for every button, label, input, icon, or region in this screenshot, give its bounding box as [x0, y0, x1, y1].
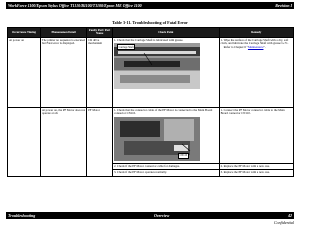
remedy-reference: Refer to Chapter 6 “Maintenance”. — [223, 45, 266, 50]
cell-timing — [8, 107, 41, 176]
header-product: WorkForce 1100/Epson Stylus Office T1110/B1100/T1100/Epson ME Office 1100 — [8, 3, 142, 8]
cell-phenomenon: The printer no sequence is executed but Fatal error is displayed. — [40, 37, 86, 107]
remedy-item: 1. Wipe the surface of the Carriage Shaft with a dry, soft cloth, and lubricate the Carriage Shaft with grease G-71. — [220, 37, 289, 46]
col-faulty-part: Faulty Part/ Part Name — [87, 28, 113, 38]
cell-remedy: 2. Replace the PF Motor with a new one. — [219, 163, 293, 169]
footer-chapter: Overview — [153, 213, 170, 218]
header-revision: Revision I — [275, 3, 292, 8]
cn110-connector-photo — [114, 117, 200, 161]
cell-part: CR drive mechanism — [87, 37, 113, 107]
remedy-item: 1. Connect the PF Motor connector cable to the Main Board connector CN110. — [220, 107, 285, 116]
footer-page-number: 42 — [288, 213, 292, 218]
cell-check — [113, 107, 220, 163]
cell-part: PF Motor — [87, 107, 113, 176]
cn110-label: CN110 — [179, 154, 187, 158]
page-footer — [6, 212, 294, 219]
check-item: 1. Check that the connector cable of the PF Motor is connected to the Main Board connector CN110. — [114, 107, 213, 116]
carriage-shaft-label: Carriage Shaft — [118, 45, 134, 49]
col-occurrence-timing: Occurrence Timing — [8, 28, 41, 38]
col-check-point: Check Point — [113, 28, 220, 38]
carriage-shaft-photo — [114, 43, 200, 89]
cell-check: 2. Check if the PF Motor connector cable for damages. — [113, 163, 220, 169]
check-item: 1. Check that the Carriage Shaft is lubricated with grease. — [114, 37, 184, 42]
cell-remedy — [219, 107, 293, 163]
cell-remedy: 3. Replace the PF Motor with a new one. — [219, 170, 293, 176]
cell-check — [113, 37, 220, 107]
page-header — [6, 2, 294, 9]
cell-remedy — [219, 37, 293, 107]
table-row — [8, 107, 294, 163]
cell-check: 3. Check if the PF Motor operates normally. — [113, 170, 220, 176]
table-title: Table 3-11. Troubleshooting of Fatal Error — [112, 20, 188, 25]
cell-phenomenon: At power on, the PF Motor does not operate at all. — [40, 107, 86, 176]
cell-timing: At power on — [8, 37, 41, 107]
footer-section: Troubleshooting — [8, 213, 36, 218]
carriage-shaft-photo-drawing — [114, 43, 200, 89]
table-row — [8, 37, 294, 107]
table-header-row — [8, 28, 294, 38]
maintenance-link[interactable]: Maintenance — [247, 45, 264, 50]
confidential-mark: Confidential — [274, 220, 294, 225]
col-phenomenon-detail: Phenomenon Detail — [40, 28, 86, 38]
col-remedy: Remedy — [219, 28, 293, 38]
fatal-error-table — [7, 27, 294, 177]
